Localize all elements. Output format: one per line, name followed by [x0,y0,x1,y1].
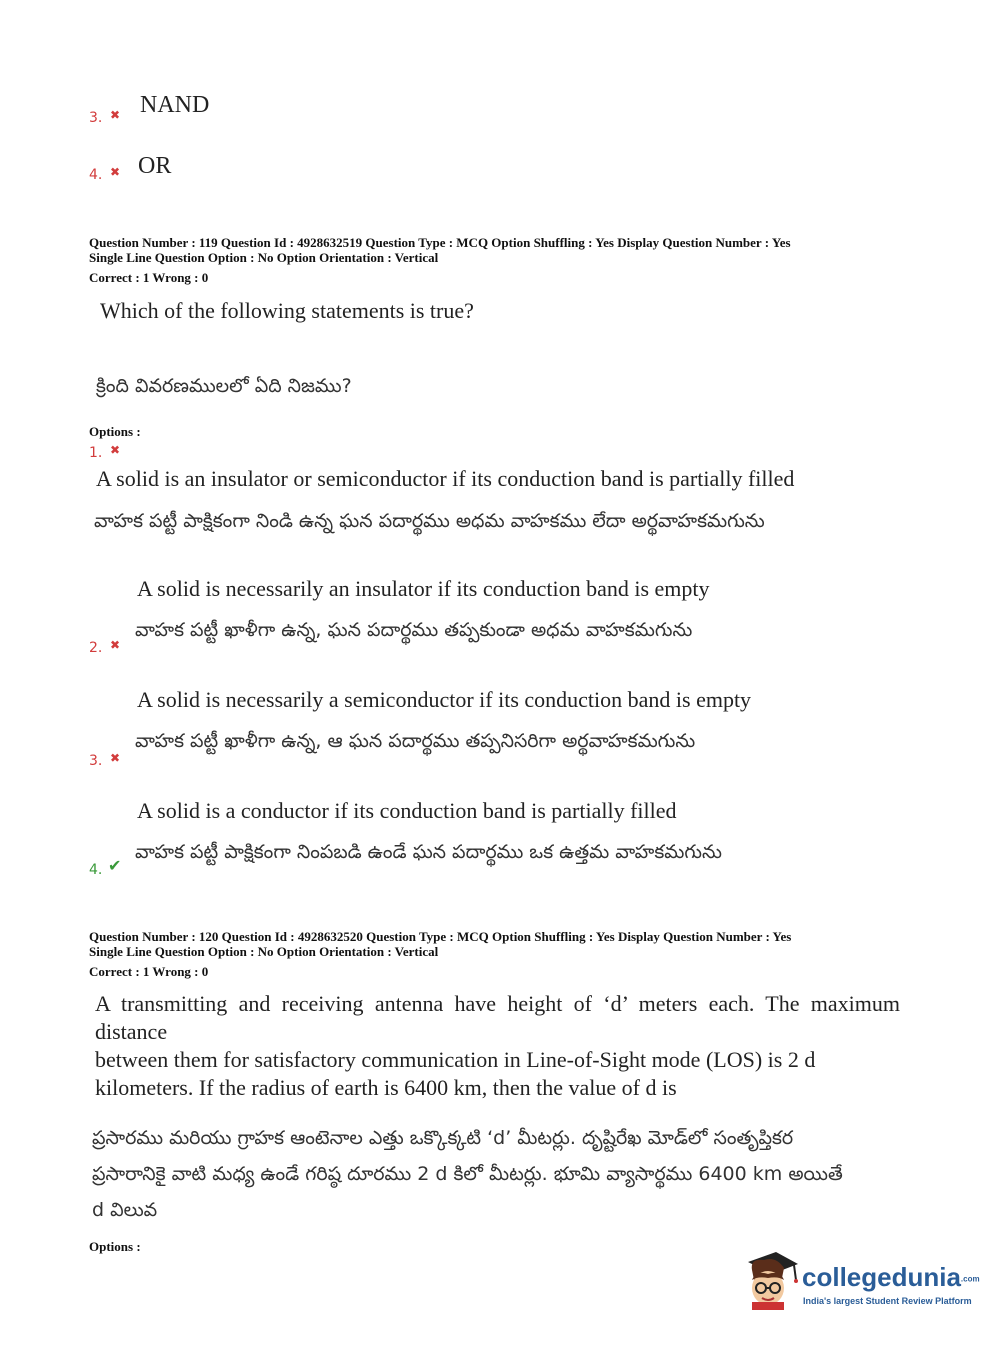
wrong-icon: ✖ [110,108,121,122]
option-text: OR [138,153,172,179]
meta-line: Question Number : 120 Question Id : 4928632520 Question Type : MCQ Option Shuffling : Yes Display Question Number : Yes [89,929,792,944]
meta-line: Question Number : 119 Question Id : 4928632519 Question Type : MCQ Option Shuffling : Yes Display Question Number : Yes [89,235,791,250]
option-text-en: A solid is necessarily an insulator if its conduction band is empty [137,576,710,601]
question-line: d విలువ [92,1199,158,1221]
option-number: 4. [89,167,103,183]
collegedunia-logo [742,1248,980,1318]
meta-line: Single Line Question Option : No Option Orientation : Vertical [89,250,439,265]
logo-wordmark: collegedunia [802,1262,961,1292]
option-text-te: వాహక పట్టీ ఖాళీగా ఉన్న, ఘన పదార్థము తప్పకుండా అధమ వాహకమగును [135,619,693,641]
options-label: Options : [89,1239,141,1254]
options-label: Options : [89,424,141,439]
option-number: 3. [89,753,103,769]
option-text-te: వాహక పట్టీ పాక్షికంగా నిండి ఉన్న ఘన పదార్థము అధమ వాహకము లేదా అర్థవాహకమగును [94,510,765,532]
question-119-text-en: Which of the following statements is true? [100,298,474,323]
meta-line: Correct : 1 Wrong : 0 [89,964,209,979]
meta-line: Single Line Question Option : No Option Orientation : Vertical [89,944,439,959]
option-text-te: వాహక పట్టీ పాక్షికంగా నింపబడి ఉండే ఘన పదార్థము ఒక ఉత్తమ వాహకమగును [135,841,722,863]
option-number: 2. [89,640,103,656]
option-text-en: A solid is necessarily a semiconductor if its conduction band is empty [137,687,752,712]
question-line: ప్రసారము మరియు గ్రాహక ఆంటెనాల ఎత్తు ఒక్కొక్కటి ‘d’ మీటర్లు. దృష్టిరేఖ మోడ్‌లో సంతృప్తికర [92,1127,794,1149]
wrong-icon: ✖ [110,638,121,652]
option-text-en: A solid is an insulator or semiconductor if its conduction band is partially filled [96,466,795,491]
mascot-icon [742,1248,800,1310]
wrong-icon: ✖ [110,443,121,457]
question-line: ప్రసారానికై వాటి మధ్య ఉండే గరిష్ఠ దూరము 2 d కిలో మీటర్లు. భూమి వ్యాసార్థము 6400 km అయితే [92,1163,843,1185]
question-line: between them for satisfactory communication in Line-of-Sight mode (LOS) is 2 d [95,1047,816,1072]
wrong-icon: ✖ [110,165,121,179]
option-number: 3. [89,110,103,126]
wrong-icon: ✖ [110,751,121,765]
logo-suffix: .com [960,1274,980,1284]
question-120-text-te [92,1120,902,1228]
question-120-meta [89,929,929,979]
question-120-text-en [95,990,900,1102]
question-119-meta [89,235,929,285]
question-119-text-te: క్రింది వివరణములలో ఏది నిజము? [96,375,352,397]
question-line: A transmitting and receiving antenna have height of ‘d’ meters each. The maximum distance [95,991,900,1044]
check-icon: ✔ [108,856,122,875]
option-text: NAND [140,92,210,118]
option-text-te: వాహక పట్టీ ఖాళీగా ఉన్న, ఆ ఘన పదార్థము తప్పనిసరిగా అర్థవాహకమగును [135,730,696,752]
option-text-en: A solid is a conductor if its conduction band is partially filled [137,798,677,823]
option-number: 4. [89,862,103,878]
option-number: 1. [89,445,103,461]
logo-tagline: India's largest Student Review Platform [803,1296,972,1306]
question-line: kilometers. If the radius of earth is 6400 km, then the value of d is [95,1075,677,1100]
meta-line: Correct : 1 Wrong : 0 [89,270,209,285]
